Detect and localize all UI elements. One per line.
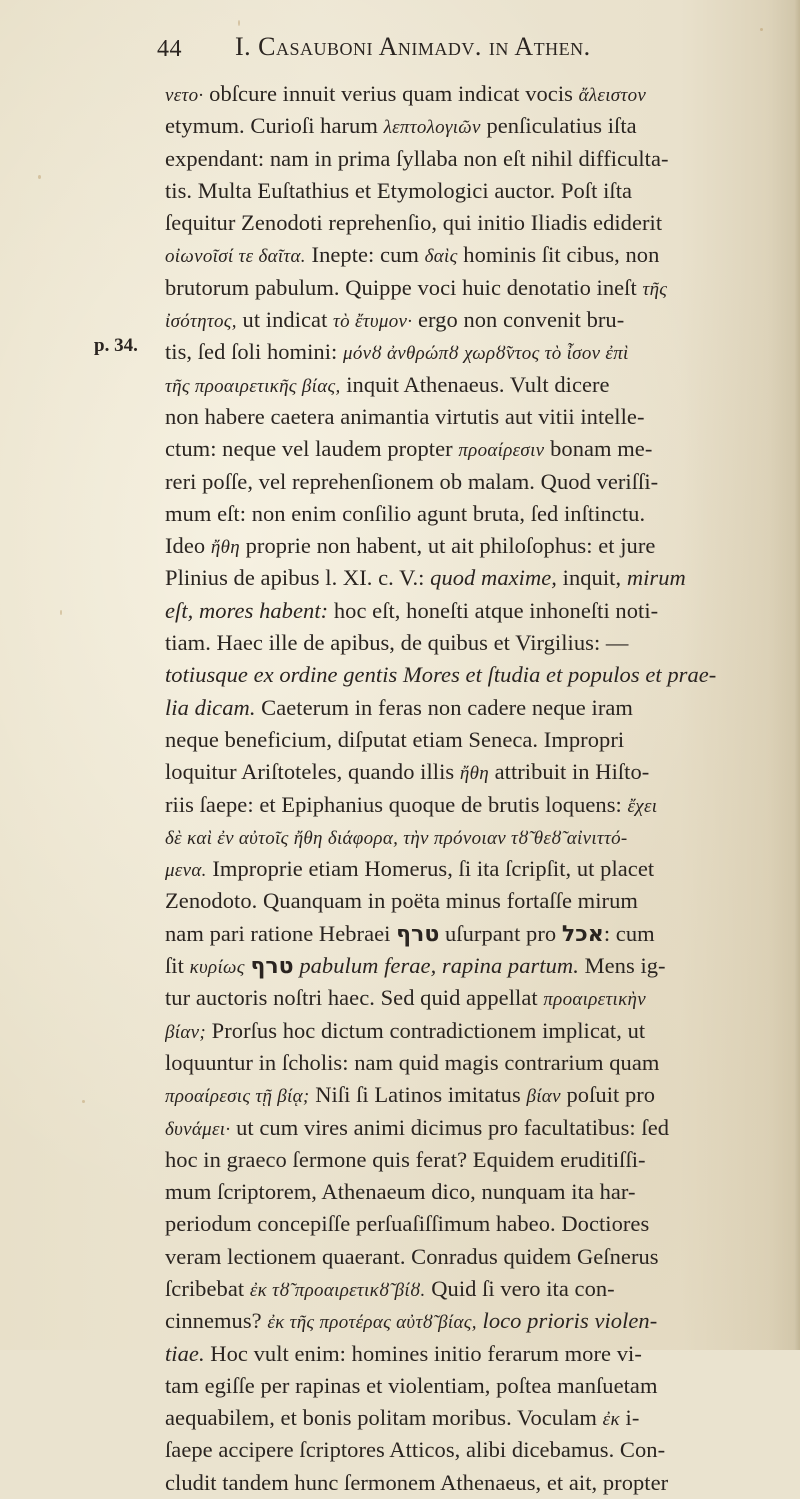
latin-text: hominis ſit cibus, non xyxy=(457,242,660,268)
text-line xyxy=(165,1241,800,1273)
latin-text: riis ſaepe: et Epiphanius quoque de brutis loquens: xyxy=(165,791,628,817)
text-line xyxy=(165,498,800,530)
text-line xyxy=(165,885,800,917)
latin-text: mum ſcriptorem, Athenaeum dico, nunquam ita har- xyxy=(165,1179,636,1205)
greek-text: λεπτολογιῶν xyxy=(383,117,481,139)
latin-text: expendant: nam in prima ſyllaba non eſt nihil difficulta- xyxy=(165,145,669,171)
greek-text: κυρίως xyxy=(189,957,245,979)
text-line xyxy=(165,1208,800,1240)
page-number: 44 xyxy=(157,36,182,62)
greek-text: τὸ ἔτυμον· xyxy=(333,311,413,333)
latin-text: : cum xyxy=(603,920,655,946)
text-line xyxy=(165,78,800,110)
greek-text: δὲ καὶ ἐν αὐτοῖς ἤθη διάφορα, τὴν πρόνοιαν τȣ̃ θεȣ̃ αἰνιττό- xyxy=(165,827,628,849)
latin-text: ut cum vires animi dicimus pro facultatibus: ſed xyxy=(230,1114,670,1140)
latin-text: tis, ſed ſoli homini: xyxy=(165,339,343,365)
italic-text: pabulum ferae, rapina partum. xyxy=(299,953,579,979)
latin-text: cludit tandem hunc ſermonem Athenaeus, et ait, propter xyxy=(165,1469,669,1495)
hebrew-text: טרף xyxy=(250,954,294,980)
latin-text: ſequitur Zenodoti reprehenſio, qui initio Iliadis ediderit xyxy=(165,210,663,236)
hebrew-text: אכל xyxy=(561,921,604,947)
paper-speck xyxy=(60,610,62,615)
text-line xyxy=(165,1112,800,1144)
greek-text: προαίρεσιν xyxy=(458,440,545,462)
latin-text: penſiculatius iſta xyxy=(480,113,637,139)
text-line xyxy=(165,982,800,1014)
text-line xyxy=(165,1015,800,1047)
latin-text: attribuit in Hiſto- xyxy=(488,759,650,785)
text-line xyxy=(165,304,800,336)
running-title: I. Casauboni Animadv. in Athen. xyxy=(235,32,591,61)
latin-text: tam egiſſe per rapinas et violentiam, poſtea manſuetam xyxy=(165,1372,658,1398)
latin-text: tur auctoris noſtri haec. Sed quid appellat xyxy=(165,985,544,1011)
latin-text: cinnemus? xyxy=(165,1308,268,1334)
latin-text: etymum. Curioſi harum xyxy=(165,113,384,139)
latin-text: aequabilem, et bonis politam moribus. Voculam xyxy=(165,1405,603,1431)
latin-text: neque beneficium, diſputat etiam Seneca. Impropri xyxy=(165,726,625,752)
greek-text: ἐκ τȣ̃ προαιρετικȣ̃ βίȣ. xyxy=(249,1279,426,1301)
greek-text: ἐκ τῆς προτέρας αὐτȣ̃ βίας, xyxy=(267,1312,477,1334)
paper-speck xyxy=(760,28,763,31)
running-head xyxy=(157,28,757,68)
latin-text: nam pari ratione Hebraei xyxy=(165,920,397,946)
text-line xyxy=(165,1402,800,1434)
latin-text: periodum concepiſſe perſuaſiſſimum habeo. Doctiores xyxy=(165,1211,650,1237)
latin-text: Quid ſi vero ita con- xyxy=(425,1275,615,1301)
latin-text: ſaepe accipere ſcriptores Atticos, alibi dicebamus. Con- xyxy=(165,1437,666,1463)
text-line xyxy=(165,1047,800,1079)
latin-text: Caeterum in feras non cadere neque iram xyxy=(255,694,633,720)
text-line xyxy=(165,369,800,401)
italic-text: mirum xyxy=(626,565,686,591)
latin-text: non habere caetera animantia virtutis aut vitii intelle- xyxy=(165,403,645,429)
text-line xyxy=(165,1079,800,1111)
text-line xyxy=(165,1144,800,1176)
latin-text: veram lectionem quaerant. Conradus quidem Geſnerus xyxy=(165,1243,659,1269)
text-line xyxy=(165,272,800,304)
text-line xyxy=(165,595,800,627)
latin-text: Niſi ſi Latinos imitatus xyxy=(309,1082,527,1108)
latin-text: inquit, xyxy=(556,565,627,591)
text-line xyxy=(165,821,800,853)
text-line xyxy=(165,659,800,691)
text-line xyxy=(165,562,800,594)
text-line xyxy=(165,950,800,982)
latin-text: Zenodoto. Quanquam in poëta minus fortaſſe mirum xyxy=(165,888,638,914)
greek-text: δυνάμει· xyxy=(165,1118,231,1140)
latin-text: tis. Multa Euſtathius et Etymologici auctor. Poſt iſta xyxy=(165,177,633,203)
hebrew-text: טרף xyxy=(396,921,440,947)
latin-text: ut indicat xyxy=(236,307,334,333)
latin-text: bonam me- xyxy=(544,436,653,462)
greek-text: προαίρεσις τῇ βίᾳ; xyxy=(165,1086,310,1108)
latin-text: reri poſſe, vel reprehenſionem ob malam. Quod veriſſi- xyxy=(165,468,659,494)
latin-text: obſcure innuit verius quam indicat vocis xyxy=(203,81,579,106)
greek-text: μόνȣ ἀνθρώπȣ χωρȣ̃ντος τὸ ἶσον ἐπὶ xyxy=(342,343,629,365)
text-line xyxy=(165,756,800,788)
latin-text: Mens ig- xyxy=(578,953,666,979)
italic-text: eſt, mores habent: xyxy=(165,597,329,623)
text-line xyxy=(165,401,800,433)
latin-text: Hoc vult enim: homines initio ferarum more vi- xyxy=(204,1340,642,1366)
text-line xyxy=(165,336,800,368)
latin-text: ſit xyxy=(165,953,190,979)
latin-text: Improprie etiam Homerus, ſi ita ſcripſit, ut placet xyxy=(206,856,655,882)
greek-text: βίαν xyxy=(526,1086,561,1108)
paper-speck xyxy=(38,175,41,179)
paper-speck xyxy=(82,1100,85,1103)
text-line xyxy=(165,1370,800,1402)
greek-text: τῆς xyxy=(642,278,668,300)
latin-text: uſurpant pro xyxy=(439,920,562,946)
text-line xyxy=(165,1434,800,1466)
latin-text: Ideo xyxy=(165,533,211,559)
latin-text: tiam. Haec ille de apibus, de quibus et Virgilius: — xyxy=(165,630,629,656)
greek-text: ἰσότητος, xyxy=(165,311,237,333)
text-line xyxy=(165,692,800,724)
latin-text: i- xyxy=(619,1405,640,1431)
text-line xyxy=(165,207,800,239)
latin-text: ctum: neque vel laudem propter xyxy=(165,436,459,462)
latin-text: brutorum pabulum. Quippe voci huic denotatio ineſt xyxy=(165,274,643,300)
body-text xyxy=(165,78,800,1499)
greek-text: μενα. xyxy=(165,860,207,882)
greek-text: προαιρετικὴν xyxy=(543,989,646,1011)
latin-text: ergo non convenit bru- xyxy=(412,307,625,333)
text-line xyxy=(165,789,800,821)
greek-text: οἰωνοῖσί τε δαῖτα. xyxy=(165,246,306,268)
text-line xyxy=(165,466,800,498)
greek-text: τῆς προαιρετικῆς βίας, xyxy=(165,375,341,397)
latin-text: loquitur Ariſtoteles, quando illis xyxy=(165,759,460,785)
text-line xyxy=(165,1176,800,1208)
latin-text: loquuntur in ſcholis: nam quid magis contrarium quam xyxy=(165,1049,660,1075)
greek-text: ἤθη xyxy=(459,763,489,785)
text-line xyxy=(165,530,800,562)
greek-text: δαὶς xyxy=(424,246,458,268)
text-line xyxy=(165,239,800,271)
italic-text: totiusque ex ordine gentis Mores et ſtudia et populos et prae- xyxy=(165,662,717,688)
greek-text: ἐκ xyxy=(602,1409,620,1431)
greek-text: ἔχει xyxy=(627,795,658,817)
latin-text: proprie non habent, ut ait philoſophus: et jure xyxy=(239,533,656,559)
text-line xyxy=(165,1338,800,1370)
latin-text: mum eſt: non enim conſilio agunt bruta, ſed inſtinctu. xyxy=(165,500,646,526)
latin-text: ſcribebat xyxy=(165,1275,250,1301)
latin-text: hoc eſt, honeſti atque inhoneſti noti- xyxy=(328,597,659,623)
text-line xyxy=(165,1467,800,1499)
text-line xyxy=(165,1305,800,1337)
italic-text: quod maxime, xyxy=(430,565,557,591)
text-line xyxy=(165,918,800,950)
text-line xyxy=(165,853,800,885)
greek-text: νετο· xyxy=(165,85,204,106)
latin-text: Plinius de apibus l. XI. c. V.: xyxy=(165,565,431,591)
paper-speck xyxy=(238,20,240,26)
greek-text: ἄλειστον xyxy=(578,85,647,106)
text-line xyxy=(165,1273,800,1305)
italic-text: tiae. xyxy=(165,1340,205,1366)
text-line xyxy=(165,433,800,465)
text-line xyxy=(165,724,800,756)
greek-text: βίαν; xyxy=(165,1021,206,1043)
greek-text: ἤθη xyxy=(210,537,240,559)
latin-text: Inepte: cum xyxy=(305,242,425,268)
text-line xyxy=(165,627,800,659)
latin-text: poſuit pro xyxy=(560,1082,656,1108)
margin-page-reference: p. 34. xyxy=(94,335,138,356)
latin-text: hoc in graeco ſermone quis ferat? Equidem eruditiſſi- xyxy=(165,1146,646,1172)
italic-text: lia dicam. xyxy=(165,694,256,720)
latin-text: inquit Athenaeus. Vult dicere xyxy=(340,371,610,397)
text-line xyxy=(165,143,800,175)
text-line xyxy=(165,110,800,142)
latin-text: Prorſus hoc dictum contradictionem implicat, ut xyxy=(205,1017,646,1043)
italic-text: loco prioris violen- xyxy=(482,1308,658,1334)
text-line xyxy=(165,175,800,207)
